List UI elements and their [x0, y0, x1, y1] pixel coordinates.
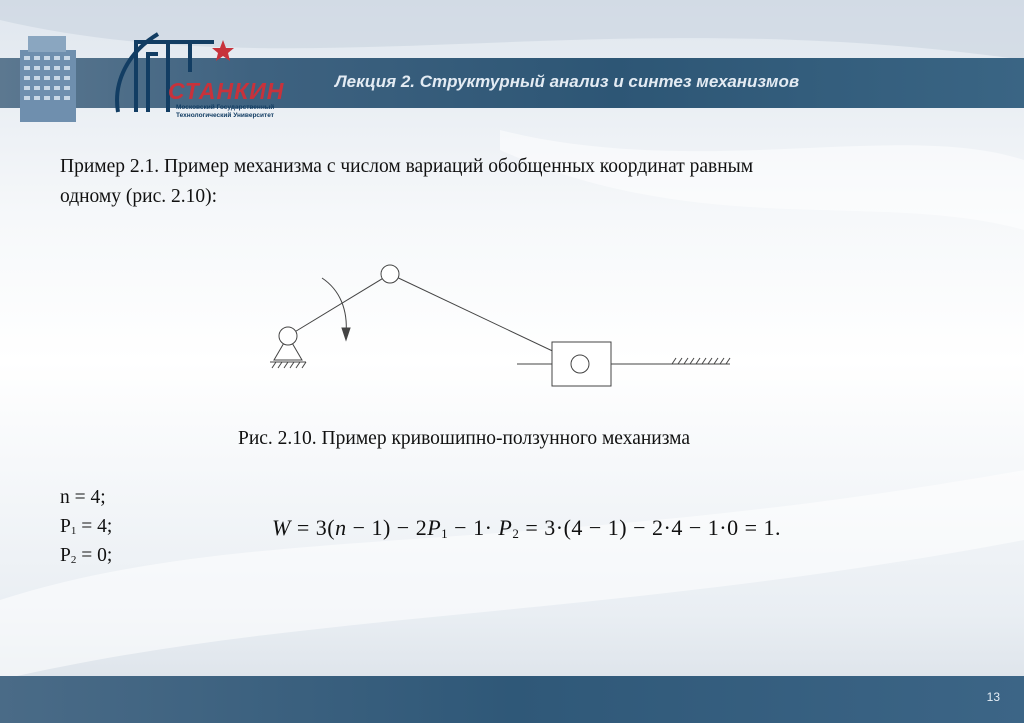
joint-b [381, 265, 399, 283]
logo-subtitle-line2: Технологический Университет [176, 112, 274, 119]
page-number: 13 [986, 690, 1000, 704]
crank-link [288, 274, 390, 336]
logo-name: СТАНКИН [168, 78, 285, 104]
rotation-arrow-icon [322, 278, 346, 334]
footer-band [0, 676, 1024, 723]
stankin-logo [18, 12, 288, 132]
example-description [60, 152, 960, 212]
param-p2: $P_2 = 0$; [60, 545, 113, 566]
lecture-title: Лекция 2. Структурный анализ и синтез механизмов [335, 72, 800, 91]
guide-hatch [672, 358, 730, 364]
param-n: n = 4; [60, 487, 106, 508]
example-line2: одному (рис. 2.10): [60, 186, 218, 207]
joint-a [279, 327, 297, 345]
mechanism-figure [262, 258, 742, 388]
star-icon [212, 40, 234, 61]
figure-caption: Рис. 2.10. Пример кривошипно-ползунного механизма [238, 428, 691, 449]
example-line1: Пример 2.1. Пример механизма с числом вариаций обобщенных координат равным [60, 156, 754, 177]
param-p1: $P_1 = 4$; [60, 516, 113, 537]
joint-c [571, 355, 589, 373]
mobility-formula: $W = 3(n - 1) - 2P_1 - 1\cdot P_2 = 3\cdot(4 - 1) - 2\cdot 4 - 1\cdot 0 = 1$. [272, 515, 782, 541]
ground-hatch [272, 362, 306, 368]
logo-subtitle-line1: Московский Государственный [176, 104, 275, 111]
building-icon [20, 36, 76, 122]
